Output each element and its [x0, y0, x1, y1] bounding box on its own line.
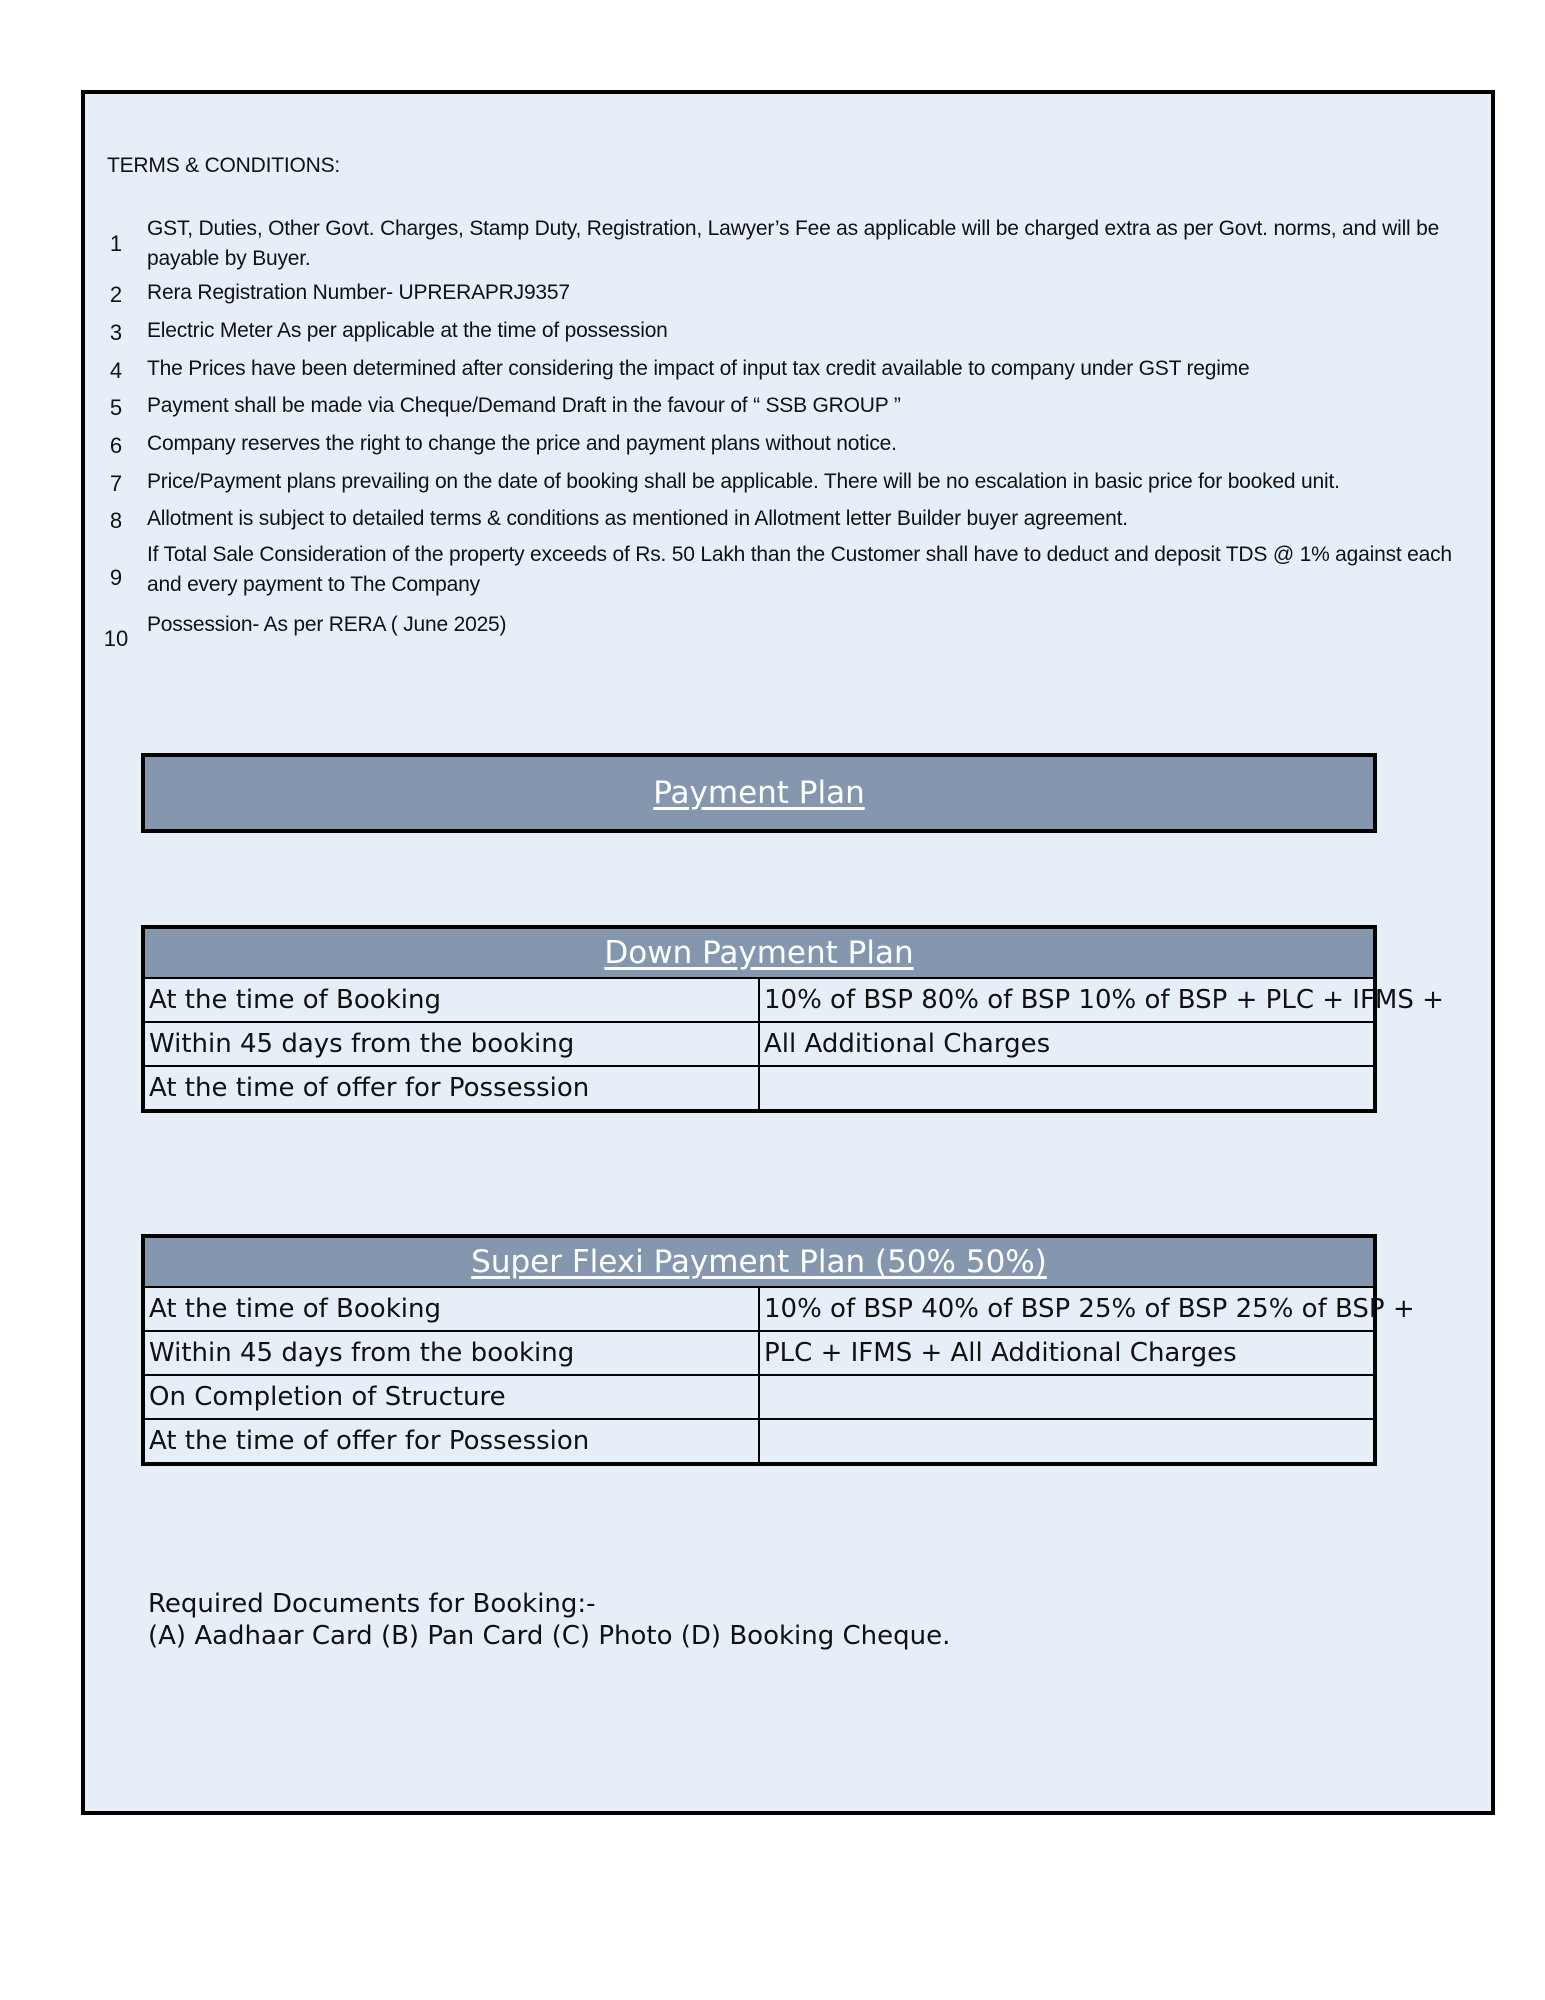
term-text: Price/Payment plans prevailing on the date of booking shall be applicable. There will be no escalation in basic price for booked unit.	[147, 470, 1340, 493]
term-number: 1	[109, 231, 123, 256]
term-text: Rera Registration Number- UPRERAPRJ9357	[147, 281, 570, 304]
term-number: 5	[109, 395, 123, 420]
stage-cell: Within 45 days from the booking	[143, 1022, 759, 1066]
amount-cell: 10% of BSP 40% of BSP 25% of BSP 25% of BSP +	[759, 1287, 1375, 1331]
amount-cell	[759, 1066, 1375, 1111]
table-row	[143, 1419, 1375, 1464]
stage-cell: Within 45 days from the booking	[143, 1331, 759, 1375]
table-header-row	[143, 927, 1375, 978]
table-row	[143, 1022, 1375, 1066]
term-number: 6	[109, 433, 123, 458]
term-number: 9	[109, 565, 123, 590]
table-row	[143, 1375, 1375, 1419]
terms-title: TERMS & CONDITIONS:	[107, 154, 341, 177]
payment-plan-header	[141, 753, 1377, 833]
term-text: Company reserves the right to change the price and payment plans without notice.	[147, 432, 897, 455]
term-number: 3	[109, 320, 123, 345]
table-row	[143, 1287, 1375, 1331]
super-flexi-plan-table	[141, 1234, 1415, 1466]
stage-cell: At the time of Booking	[143, 978, 759, 1022]
amount-cell: All Additional Charges	[759, 1022, 1375, 1066]
payment-plan-title: Payment Plan	[653, 775, 865, 811]
amount-cell	[759, 1419, 1375, 1464]
term-text: GST, Duties, Other Govt. Charges, Stamp Duty, Registration, Lawyer’s Fee as applicable will be charged extra as per Govt. norms, and will be payable by Buyer.	[147, 217, 1440, 270]
term-number: 4	[109, 358, 123, 383]
amount-cell: PLC + IFMS + All Additional Charges	[759, 1331, 1375, 1375]
table-row	[143, 1066, 1375, 1111]
amount-cell	[759, 1375, 1375, 1419]
stage-cell: At the time of offer for Possession	[143, 1066, 759, 1111]
term-text: If Total Sale Consideration of the property exceeds of Rs. 50 Lakh than the Customer shall have to deduct and deposit TDS @ 1% against each and every payment to The Company	[147, 543, 1452, 596]
stage-cell: At the time of Booking	[143, 1287, 759, 1331]
required-documents-heading: Required Documents for Booking:-	[148, 1589, 596, 1619]
table-row	[143, 1331, 1375, 1375]
term-number: 7	[109, 471, 123, 496]
down-payment-plan-table	[141, 925, 1444, 1113]
required-documents	[148, 1588, 950, 1652]
term-text: Payment shall be made via Cheque/Demand Draft in the favour of “ SSB GROUP ”	[147, 394, 901, 417]
term-text: Electric Meter As per applicable at the time of possession	[147, 319, 668, 342]
amount-cell: 10% of BSP 80% of BSP 10% of BSP + PLC + IFMS +	[759, 978, 1375, 1022]
term-text: Possession- As per RERA ( June 2025)	[147, 613, 507, 636]
super-flexi-plan-title: Super Flexi Payment Plan (50% 50%)	[143, 1236, 1375, 1287]
table-row	[143, 978, 1375, 1022]
term-number: 8	[109, 508, 123, 533]
table-header-row	[143, 1236, 1375, 1287]
term-number: 2	[109, 282, 123, 307]
term-text: Allotment is subject to detailed terms & conditions as mentioned in Allotment letter Builder buyer agreement.	[147, 507, 1128, 530]
term-text: The Prices have been determined after considering the impact of input tax credit available to company under GST regime	[147, 357, 1250, 380]
required-documents-list: (A) Aadhaar Card (B) Pan Card (C) Photo (D) Booking Cheque.	[148, 1621, 951, 1651]
term-number: 10	[103, 626, 129, 651]
down-payment-plan-title: Down Payment Plan	[143, 927, 1375, 978]
stage-cell: At the time of offer for Possession	[143, 1419, 759, 1464]
stage-cell: On Completion of Structure	[143, 1375, 759, 1419]
